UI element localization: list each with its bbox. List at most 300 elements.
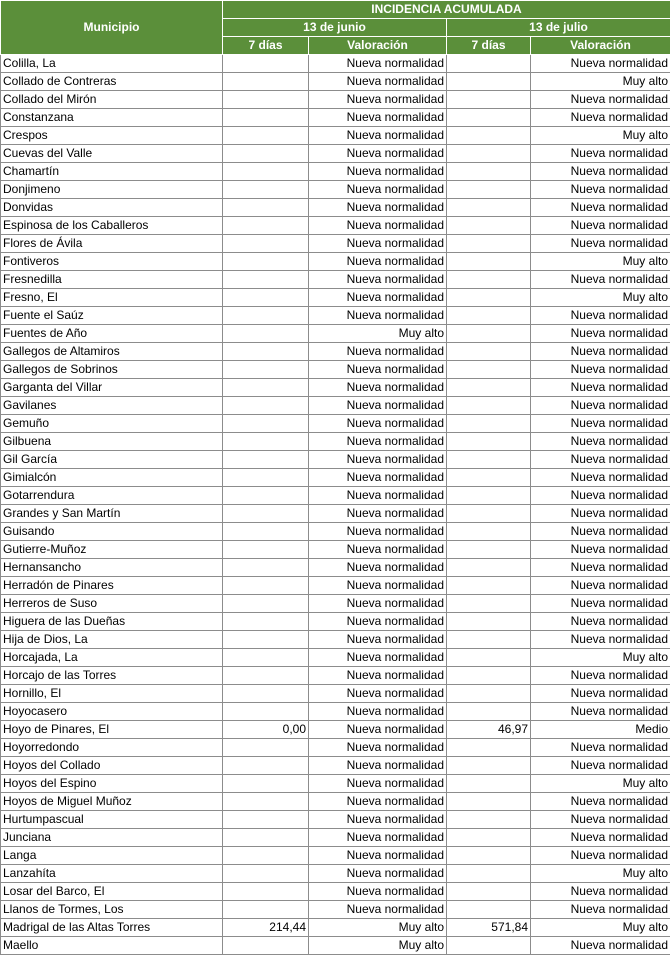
table-row	[1, 325, 670, 343]
cell-july-7dias	[447, 559, 531, 577]
cell-june-valoracion: Nueva normalidad	[309, 253, 447, 271]
table-row	[1, 361, 670, 379]
cell-municipio: Gallegos de Sobrinos	[1, 361, 223, 379]
cell-june-7dias	[223, 181, 309, 199]
cell-july-7dias	[447, 865, 531, 883]
table-row	[1, 595, 670, 613]
cell-june-valoracion: Nueva normalidad	[309, 109, 447, 127]
cell-june-7dias	[223, 739, 309, 757]
cell-june-7dias	[223, 271, 309, 289]
cell-july-7dias	[447, 613, 531, 631]
cell-july-valoracion: Nueva normalidad	[531, 685, 670, 703]
cell-july-7dias	[447, 397, 531, 415]
cell-july-valoracion: Nueva normalidad	[531, 325, 670, 343]
cell-july-valoracion: Nueva normalidad	[531, 55, 670, 73]
cell-july-valoracion: Nueva normalidad	[531, 811, 670, 829]
cell-july-7dias	[447, 469, 531, 487]
cell-july-7dias	[447, 343, 531, 361]
table-row	[1, 757, 670, 775]
cell-july-valoracion: Nueva normalidad	[531, 379, 670, 397]
cell-municipio: Hoyos de Miguel Muñoz	[1, 793, 223, 811]
cell-july-valoracion: Nueva normalidad	[531, 469, 670, 487]
cell-municipio: Madrigal de las Altas Torres	[1, 919, 223, 937]
cell-june-valoracion: Muy alto	[309, 919, 447, 937]
cell-june-7dias	[223, 307, 309, 325]
cell-june-valoracion: Nueva normalidad	[309, 271, 447, 289]
cell-municipio: Crespos	[1, 127, 223, 145]
cell-july-7dias	[447, 253, 531, 271]
cell-june-valoracion: Nueva normalidad	[309, 505, 447, 523]
cell-june-valoracion: Nueva normalidad	[309, 91, 447, 109]
table-row	[1, 271, 670, 289]
cell-july-valoracion: Nueva normalidad	[531, 793, 670, 811]
cell-municipio: Donvidas	[1, 199, 223, 217]
cell-municipio: Losar del Barco, El	[1, 883, 223, 901]
cell-municipio: Fuentes de Año	[1, 325, 223, 343]
cell-june-7dias	[223, 541, 309, 559]
cell-june-7dias	[223, 613, 309, 631]
cell-june-valoracion: Nueva normalidad	[309, 631, 447, 649]
cell-municipio: Gilbuena	[1, 433, 223, 451]
cell-july-valoracion: Muy alto	[531, 289, 670, 307]
cell-july-valoracion: Nueva normalidad	[531, 667, 670, 685]
table-row	[1, 235, 670, 253]
cell-june-valoracion: Nueva normalidad	[309, 829, 447, 847]
table-row	[1, 91, 670, 109]
cell-municipio: Horcajada, La	[1, 649, 223, 667]
cell-june-7dias	[223, 505, 309, 523]
cell-june-valoracion: Nueva normalidad	[309, 379, 447, 397]
table-row	[1, 415, 670, 433]
cell-municipio: Gallegos de Altamiros	[1, 343, 223, 361]
cell-municipio: Hornillo, El	[1, 685, 223, 703]
cell-june-valoracion: Nueva normalidad	[309, 667, 447, 685]
cell-june-valoracion: Nueva normalidad	[309, 685, 447, 703]
cell-municipio: Gemuño	[1, 415, 223, 433]
cell-july-valoracion: Nueva normalidad	[531, 541, 670, 559]
cell-june-7dias	[223, 397, 309, 415]
table-row	[1, 145, 670, 163]
cell-july-valoracion: Nueva normalidad	[531, 523, 670, 541]
table-row	[1, 775, 670, 793]
cell-july-valoracion: Nueva normalidad	[531, 631, 670, 649]
cell-june-valoracion: Nueva normalidad	[309, 163, 447, 181]
cell-june-valoracion: Nueva normalidad	[309, 649, 447, 667]
cell-july-7dias	[447, 163, 531, 181]
cell-june-valoracion: Nueva normalidad	[309, 775, 447, 793]
cell-municipio: Fontiveros	[1, 253, 223, 271]
cell-municipio: Gil García	[1, 451, 223, 469]
table-row	[1, 847, 670, 865]
cell-june-7dias	[223, 235, 309, 253]
cell-july-valoracion: Nueva normalidad	[531, 577, 670, 595]
cell-june-7dias	[223, 469, 309, 487]
cell-june-7dias	[223, 937, 309, 955]
header-july-7dias: 7 días	[447, 37, 531, 55]
cell-june-7dias	[223, 775, 309, 793]
cell-june-valoracion: Nueva normalidad	[309, 577, 447, 595]
cell-june-7dias	[223, 433, 309, 451]
table-row	[1, 685, 670, 703]
cell-municipio: Junciana	[1, 829, 223, 847]
cell-june-valoracion: Nueva normalidad	[309, 415, 447, 433]
cell-june-7dias	[223, 55, 309, 73]
cell-june-7dias	[223, 289, 309, 307]
cell-municipio: Hija de Dios, La	[1, 631, 223, 649]
table-row	[1, 55, 670, 73]
cell-july-valoracion: Nueva normalidad	[531, 595, 670, 613]
table-row	[1, 829, 670, 847]
cell-municipio: Hoyo de Pinares, El	[1, 721, 223, 739]
cell-july-valoracion: Nueva normalidad	[531, 883, 670, 901]
cell-june-7dias	[223, 73, 309, 91]
cell-july-valoracion: Nueva normalidad	[531, 343, 670, 361]
cell-june-7dias	[223, 199, 309, 217]
cell-july-7dias	[447, 847, 531, 865]
cell-june-7dias	[223, 595, 309, 613]
cell-july-7dias	[447, 793, 531, 811]
cell-municipio: Flores de Ávila	[1, 235, 223, 253]
cell-june-7dias	[223, 901, 309, 919]
cell-june-7dias	[223, 361, 309, 379]
cell-june-7dias	[223, 559, 309, 577]
table-row	[1, 901, 670, 919]
cell-july-7dias	[447, 541, 531, 559]
cell-june-7dias	[223, 793, 309, 811]
cell-july-valoracion: Muy alto	[531, 775, 670, 793]
cell-municipio: Gavilanes	[1, 397, 223, 415]
cell-july-7dias	[447, 109, 531, 127]
cell-june-7dias	[223, 811, 309, 829]
cell-june-valoracion: Nueva normalidad	[309, 559, 447, 577]
cell-july-7dias	[447, 631, 531, 649]
cell-july-7dias	[447, 271, 531, 289]
table-row	[1, 397, 670, 415]
cell-july-7dias	[447, 487, 531, 505]
cell-municipio: Garganta del Villar	[1, 379, 223, 397]
cell-june-7dias	[223, 451, 309, 469]
cell-municipio: Higuera de las Dueñas	[1, 613, 223, 631]
cell-municipio: Espinosa de los Caballeros	[1, 217, 223, 235]
cell-july-7dias	[447, 199, 531, 217]
cell-june-7dias	[223, 667, 309, 685]
cell-june-7dias	[223, 343, 309, 361]
table-row	[1, 739, 670, 757]
cell-july-valoracion: Muy alto	[531, 865, 670, 883]
cell-june-7dias	[223, 523, 309, 541]
cell-june-7dias	[223, 91, 309, 109]
cell-july-valoracion: Nueva normalidad	[531, 739, 670, 757]
cell-municipio: Lanzahíta	[1, 865, 223, 883]
table-row	[1, 469, 670, 487]
cell-municipio: Hurtumpascual	[1, 811, 223, 829]
header-period-july: 13 de julio	[447, 19, 670, 37]
cell-july-7dias	[447, 361, 531, 379]
cell-july-valoracion: Nueva normalidad	[531, 937, 670, 955]
cell-july-7dias	[447, 217, 531, 235]
cell-july-7dias	[447, 451, 531, 469]
cell-july-7dias	[447, 235, 531, 253]
table-row	[1, 181, 670, 199]
table-row	[1, 487, 670, 505]
cell-municipio: Hernansancho	[1, 559, 223, 577]
table-row	[1, 649, 670, 667]
cell-municipio: Herreros de Suso	[1, 595, 223, 613]
table-row	[1, 127, 670, 145]
cell-june-valoracion: Nueva normalidad	[309, 793, 447, 811]
cell-july-7dias	[447, 577, 531, 595]
cell-july-valoracion: Muy alto	[531, 73, 670, 91]
table-row	[1, 523, 670, 541]
header-period-june: 13 de junio	[223, 19, 447, 37]
cell-july-7dias	[447, 505, 531, 523]
cell-june-valoracion: Nueva normalidad	[309, 199, 447, 217]
cell-june-valoracion: Nueva normalidad	[309, 541, 447, 559]
table-row	[1, 631, 670, 649]
cell-june-valoracion: Muy alto	[309, 937, 447, 955]
cell-june-7dias	[223, 253, 309, 271]
table-row	[1, 379, 670, 397]
table-row	[1, 937, 670, 955]
cell-july-valoracion: Nueva normalidad	[531, 829, 670, 847]
cell-july-7dias: 571,84	[447, 919, 531, 937]
cell-june-valoracion: Nueva normalidad	[309, 433, 447, 451]
table-row	[1, 343, 670, 361]
cell-july-valoracion: Nueva normalidad	[531, 397, 670, 415]
cell-july-valoracion: Nueva normalidad	[531, 109, 670, 127]
cell-june-valoracion: Nueva normalidad	[309, 235, 447, 253]
cell-july-7dias	[447, 739, 531, 757]
cell-municipio: Fuente el Saúz	[1, 307, 223, 325]
cell-july-valoracion: Nueva normalidad	[531, 271, 670, 289]
cell-july-valoracion: Nueva normalidad	[531, 307, 670, 325]
table-row	[1, 505, 670, 523]
table-row	[1, 559, 670, 577]
table-row	[1, 793, 670, 811]
table-row	[1, 667, 670, 685]
cell-july-7dias	[447, 433, 531, 451]
header-july-valoracion: Valoración	[531, 37, 670, 55]
cell-june-7dias	[223, 883, 309, 901]
table-body	[1, 55, 670, 955]
cell-june-7dias	[223, 217, 309, 235]
cell-july-7dias	[447, 145, 531, 163]
table-row	[1, 451, 670, 469]
cell-municipio: Donjimeno	[1, 181, 223, 199]
cell-municipio: Cuevas del Valle	[1, 145, 223, 163]
cell-june-7dias	[223, 415, 309, 433]
cell-june-7dias	[223, 109, 309, 127]
cell-municipio: Gotarrendura	[1, 487, 223, 505]
table-row	[1, 307, 670, 325]
cell-july-7dias	[447, 307, 531, 325]
cell-june-7dias	[223, 577, 309, 595]
cell-june-7dias	[223, 325, 309, 343]
cell-june-valoracion: Nueva normalidad	[309, 181, 447, 199]
table-row	[1, 253, 670, 271]
cell-june-valoracion: Nueva normalidad	[309, 217, 447, 235]
table-row	[1, 199, 670, 217]
table-row	[1, 163, 670, 181]
cell-june-valoracion: Nueva normalidad	[309, 361, 447, 379]
cell-june-valoracion: Nueva normalidad	[309, 397, 447, 415]
cell-municipio: Guisando	[1, 523, 223, 541]
cell-june-valoracion: Nueva normalidad	[309, 739, 447, 757]
cell-july-7dias	[447, 703, 531, 721]
cell-june-valoracion: Nueva normalidad	[309, 811, 447, 829]
cell-june-valoracion: Nueva normalidad	[309, 523, 447, 541]
cell-june-valoracion: Muy alto	[309, 325, 447, 343]
cell-july-valoracion: Nueva normalidad	[531, 559, 670, 577]
cell-municipio: Grandes y San Martín	[1, 505, 223, 523]
cell-july-valoracion: Nueva normalidad	[531, 757, 670, 775]
cell-municipio: Collado del Mirón	[1, 91, 223, 109]
cell-june-7dias	[223, 649, 309, 667]
cell-june-7dias: 214,44	[223, 919, 309, 937]
cell-july-valoracion: Nueva normalidad	[531, 235, 670, 253]
cell-july-valoracion: Muy alto	[531, 919, 670, 937]
cell-june-valoracion: Nueva normalidad	[309, 145, 447, 163]
cell-july-valoracion: Nueva normalidad	[531, 415, 670, 433]
cell-july-valoracion: Nueva normalidad	[531, 487, 670, 505]
cell-july-valoracion: Nueva normalidad	[531, 505, 670, 523]
cell-june-7dias	[223, 757, 309, 775]
cell-june-valoracion: Nueva normalidad	[309, 307, 447, 325]
cell-july-7dias	[447, 901, 531, 919]
cell-july-valoracion: Nueva normalidad	[531, 199, 670, 217]
cell-july-valoracion: Nueva normalidad	[531, 901, 670, 919]
cell-june-7dias	[223, 631, 309, 649]
cell-municipio: Maello	[1, 937, 223, 955]
cell-july-valoracion: Nueva normalidad	[531, 217, 670, 235]
cell-municipio: Colilla, La	[1, 55, 223, 73]
cell-june-valoracion: Nueva normalidad	[309, 901, 447, 919]
table-row	[1, 721, 670, 739]
cell-june-valoracion: Nueva normalidad	[309, 55, 447, 73]
cell-june-7dias	[223, 703, 309, 721]
table-row	[1, 883, 670, 901]
cell-july-7dias	[447, 325, 531, 343]
cell-july-7dias: 46,97	[447, 721, 531, 739]
cell-municipio: Constanzana	[1, 109, 223, 127]
table-row	[1, 613, 670, 631]
table-row	[1, 109, 670, 127]
cell-july-valoracion: Muy alto	[531, 649, 670, 667]
cell-july-7dias	[447, 775, 531, 793]
table-row	[1, 919, 670, 937]
table-row	[1, 541, 670, 559]
cell-municipio: Hoyorredondo	[1, 739, 223, 757]
table-row	[1, 577, 670, 595]
cell-municipio: Herradón de Pinares	[1, 577, 223, 595]
cell-july-7dias	[447, 127, 531, 145]
cell-july-7dias	[447, 649, 531, 667]
cell-municipio: Gutierre-Muñoz	[1, 541, 223, 559]
cell-july-valoracion: Nueva normalidad	[531, 181, 670, 199]
header-june-valoracion: Valoración	[309, 37, 447, 55]
cell-municipio: Hoyos del Collado	[1, 757, 223, 775]
cell-june-valoracion: Nueva normalidad	[309, 883, 447, 901]
cell-june-valoracion: Nueva normalidad	[309, 487, 447, 505]
cell-june-7dias	[223, 829, 309, 847]
cell-july-valoracion: Nueva normalidad	[531, 613, 670, 631]
cell-municipio: Chamartín	[1, 163, 223, 181]
cell-june-valoracion: Nueva normalidad	[309, 703, 447, 721]
cell-june-valoracion: Nueva normalidad	[309, 721, 447, 739]
table-row	[1, 73, 670, 91]
cell-june-valoracion: Nueva normalidad	[309, 613, 447, 631]
cell-july-7dias	[447, 73, 531, 91]
cell-july-7dias	[447, 55, 531, 73]
table-row	[1, 865, 670, 883]
cell-june-7dias	[223, 145, 309, 163]
cell-june-valoracion: Nueva normalidad	[309, 757, 447, 775]
table-row	[1, 217, 670, 235]
cell-june-7dias	[223, 379, 309, 397]
cell-june-valoracion: Nueva normalidad	[309, 595, 447, 613]
cell-june-7dias	[223, 685, 309, 703]
table-row	[1, 703, 670, 721]
cell-july-valoracion: Muy alto	[531, 253, 670, 271]
cell-june-valoracion: Nueva normalidad	[309, 127, 447, 145]
header-incidencia: INCIDENCIA ACUMULADA	[223, 1, 670, 19]
cell-municipio: Llanos de Tormes, Los	[1, 901, 223, 919]
cell-july-7dias	[447, 685, 531, 703]
cell-june-valoracion: Nueva normalidad	[309, 289, 447, 307]
table-row	[1, 433, 670, 451]
cell-july-7dias	[447, 829, 531, 847]
cell-june-7dias	[223, 865, 309, 883]
cell-july-7dias	[447, 667, 531, 685]
cell-july-7dias	[447, 937, 531, 955]
cell-june-valoracion: Nueva normalidad	[309, 451, 447, 469]
cell-june-7dias	[223, 847, 309, 865]
cell-municipio: Fresnedilla	[1, 271, 223, 289]
cell-july-7dias	[447, 91, 531, 109]
table-row	[1, 811, 670, 829]
cell-june-valoracion: Nueva normalidad	[309, 343, 447, 361]
cell-municipio: Horcajo de las Torres	[1, 667, 223, 685]
table-header	[1, 1, 670, 55]
cell-july-valoracion: Nueva normalidad	[531, 433, 670, 451]
header-municipio: Municipio	[1, 1, 223, 55]
cell-july-valoracion: Nueva normalidad	[531, 91, 670, 109]
cell-july-valoracion: Nueva normalidad	[531, 361, 670, 379]
cell-july-7dias	[447, 289, 531, 307]
cell-july-valoracion: Medio	[531, 721, 670, 739]
cell-june-valoracion: Nueva normalidad	[309, 847, 447, 865]
cell-july-valoracion: Muy alto	[531, 127, 670, 145]
cell-july-valoracion: Nueva normalidad	[531, 145, 670, 163]
cell-july-7dias	[447, 811, 531, 829]
cell-june-7dias	[223, 487, 309, 505]
cell-july-7dias	[447, 757, 531, 775]
header-june-7dias: 7 días	[223, 37, 309, 55]
cell-municipio: Langa	[1, 847, 223, 865]
cell-july-7dias	[447, 883, 531, 901]
cell-june-7dias	[223, 127, 309, 145]
cell-july-valoracion: Nueva normalidad	[531, 703, 670, 721]
cell-june-7dias	[223, 163, 309, 181]
table-row	[1, 289, 670, 307]
cell-municipio: Collado de Contreras	[1, 73, 223, 91]
cell-june-valoracion: Nueva normalidad	[309, 865, 447, 883]
cell-municipio: Gimialcón	[1, 469, 223, 487]
cell-municipio: Hoyocasero	[1, 703, 223, 721]
cell-july-7dias	[447, 415, 531, 433]
cell-june-valoracion: Nueva normalidad	[309, 73, 447, 91]
cell-july-7dias	[447, 181, 531, 199]
